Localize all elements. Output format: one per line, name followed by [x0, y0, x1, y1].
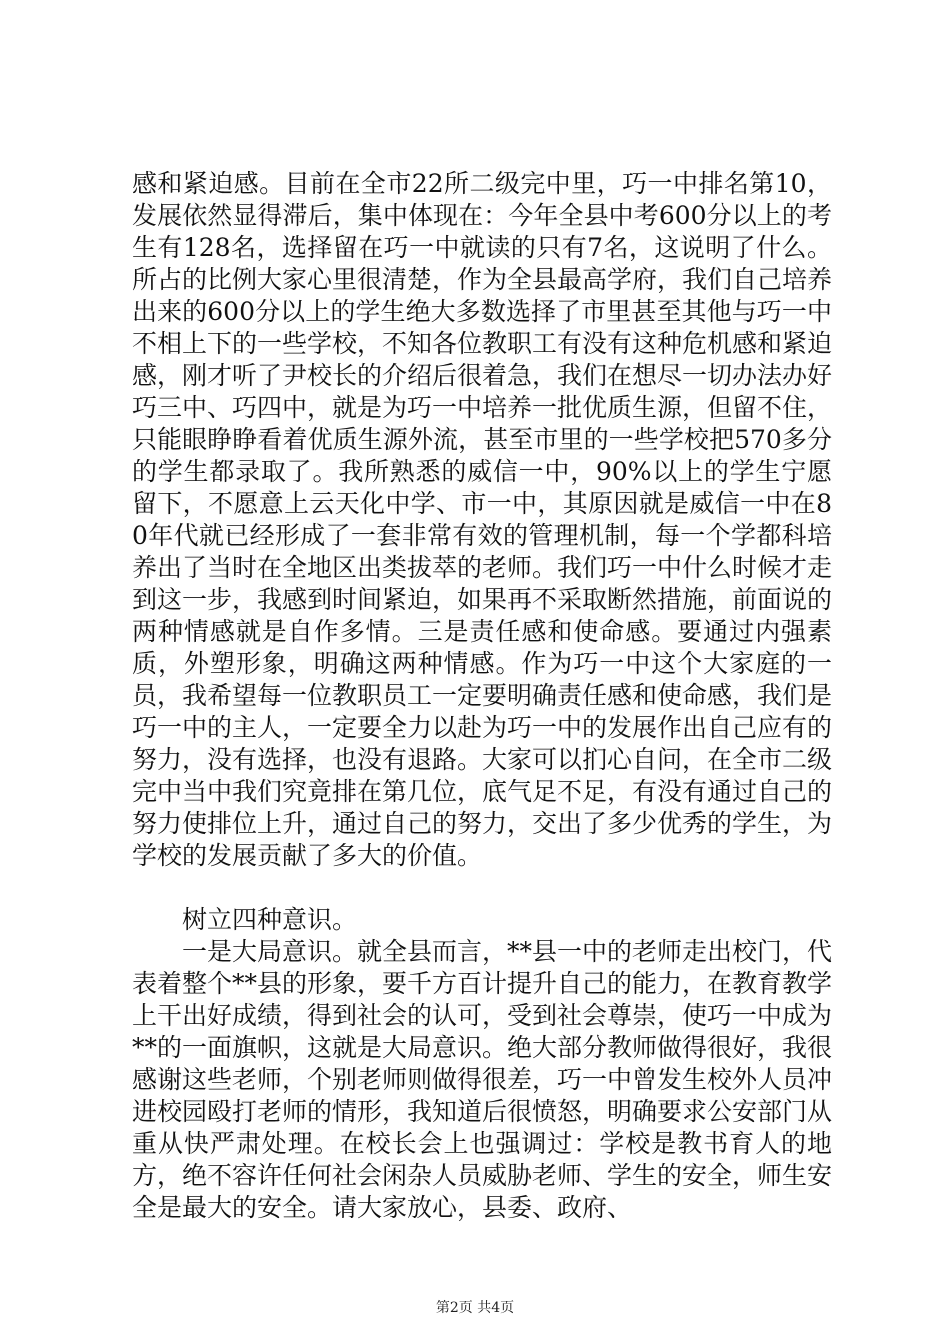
page-number-footer: 第2页 共4页	[435, 1300, 515, 1316]
document-body	[132, 168, 832, 1224]
paragraph-overall-awareness: 一是大局意识。就全县而言，**县一中的老师走出校门，代表着整个**县的形象，要千方百计提升自己的能力，在教育教学上干出好成绩，得到社会的认可，受到社会尊崇，使巧一中成为**的一面旗帜，这就是大局意识。绝大部分教师做得很好，我很感谢这些老师，个别老师则做得很差，巧一中曾发生校外人员冲进校园殴打老师的情形，我知道后很愤怒，明确要求公安部门从重从快严肃处理。在校长会上也强调过：学校是教书育人的地方，绝不容许任何社会闲杂人员威胁老师、学生的安全，师生安全是最大的安全。请大家放心，县委、政府、	[132, 937, 833, 1222]
paragraph-continuation: 感和紧迫感。目前在全市22所二级完中里，巧一中排名第10，发展依然显得滞后，集中体现在：今年全县中考600分以上的考生有128名，选择留在巧一中就读的只有7名，这说明了什么。所占的比例大家心里很清楚，作为全县最高学府，我们自己培养出来的600分以上的学生绝大多数选择了市里甚至其他与巧一中不相上下的一些学校，不知各位教职工有没有这种危机感和紧迫感，刚才听了尹校长的介绍后很着急，我们在想尽一切办法办好巧三中、巧四中，就是为巧一中培养一批优质生源，但留不住，只能眼睁睁看着优质生源外流，甚至市里的一些学校把570多分的学生都录取了。我所熟悉的威信一中，90%以上的学生宁愿留下，不愿意上云天化中学、市一中，其原因就是威信一中在80年代就已经形成了一套非常有效的管理机制，每一个学都科培养出了当时在全地区出类拔萃的老师。我们巧一中什么时候才走到这一步，我感到时间紧迫，如果再不采取断然措施，前面说的两种情感就是自作多情。三是责任感和使命感。要通过内强素质，外塑形象，明确这两种情感。作为巧一中这个大家庭的一员，我希望每一位教职员工一定要明确责任感和使命感，我们是巧一中的主人，一定要全力以赴为巧一中的发展作出自己应有的努力，没有选择，也没有退路。大家可以扪心自问，在全市二级完中当中我们究竟排在第几位，底气足不足，有没有通过自己的努力使排位上升，通过自己的努力，交出了多少优秀的学生，为学校的发展贡献了多大的价值。	[132, 169, 833, 870]
paragraph-gap	[132, 872, 832, 904]
section-heading: 树立四种意识。	[182, 905, 358, 934]
